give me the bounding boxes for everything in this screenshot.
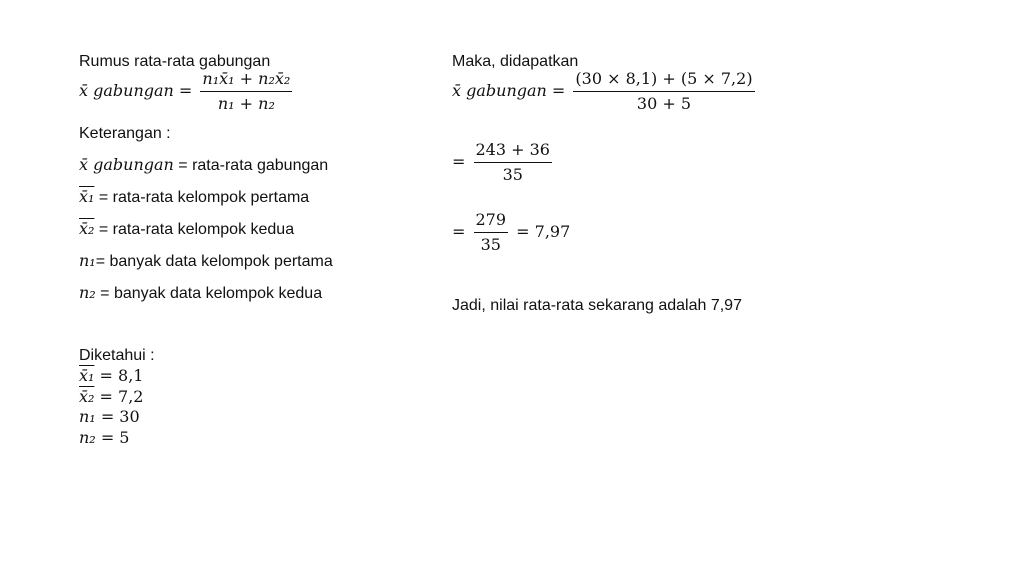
formula-fraction [200,70,292,113]
step3-result: = 7,97 [516,222,571,241]
multiplication-step [452,141,555,184]
step2-fraction [474,141,552,184]
formula-title: Rumus rata-rata gabungan [79,53,271,70]
legend-description: = rata-rata gabungan [173,157,329,174]
legend-item [79,251,333,272]
step2-denominator: 35 [502,165,523,184]
step2-eq: = [452,152,466,171]
known-number: = 5 [100,428,130,447]
formula-lhs: x̄ gabungan [79,81,174,100]
keterangan-title: Keterangan : [79,125,171,142]
formula-denominator: n₁ + n₂ [217,94,275,113]
solution-title: Maka, didapatkan [452,53,579,70]
step3-fraction [474,211,509,254]
legend-symbol: n₂ [79,283,96,302]
known-value [79,407,140,427]
formula-numerator: n₁x̄₁ + n₂x̄₂ [200,70,292,92]
result-step [452,211,570,254]
known-symbol: x̄₂ [79,387,95,406]
legend-description: = banyak data kelompok pertama [95,253,333,270]
step1-eq: = [551,81,566,100]
legend-description: = rata-rata kelompok kedua [94,221,295,238]
conclusion-text: Jadi, nilai rata-rata sekarang adalah 7,97 [452,297,742,314]
step3-denominator: 35 [480,235,501,254]
known-symbol: x̄₁ [79,366,95,385]
step1-denominator: 30 + 5 [636,94,692,113]
substitution-step [452,70,758,113]
known-value [79,387,143,407]
known-value [79,366,143,386]
known-number: = 7,2 [99,387,144,406]
legend-item [79,283,322,304]
known-number: = 8,1 [99,366,144,385]
known-value [79,428,129,448]
step1-numerator: (30 × 8,1) + (5 × 7,2) [573,70,754,92]
known-symbol: n₁ [79,407,96,426]
legend-symbol: x̄ gabungan [79,155,174,174]
legend-item [79,219,294,240]
step3-numerator: 279 [474,211,509,233]
legend-symbol: x̄₂ [79,219,95,238]
legend-item [79,187,309,208]
step1-lhs: x̄ gabungan [452,81,547,100]
combined-mean-formula [79,70,295,113]
step2-numerator: 243 + 36 [474,141,552,163]
legend-description: = banyak data kelompok kedua [95,285,323,302]
formula-eq: = [178,81,193,100]
legend-symbol: x̄₁ [79,187,95,206]
known-symbol: n₂ [79,428,96,447]
known-number: = 30 [100,407,140,426]
diketahui-title: Diketahui : [79,347,155,364]
legend-description: = rata-rata kelompok pertama [94,189,310,206]
legend-item [79,155,328,176]
legend-symbol: n₁ [79,251,96,270]
step3-eq: = [452,222,466,241]
step1-fraction [573,70,754,113]
